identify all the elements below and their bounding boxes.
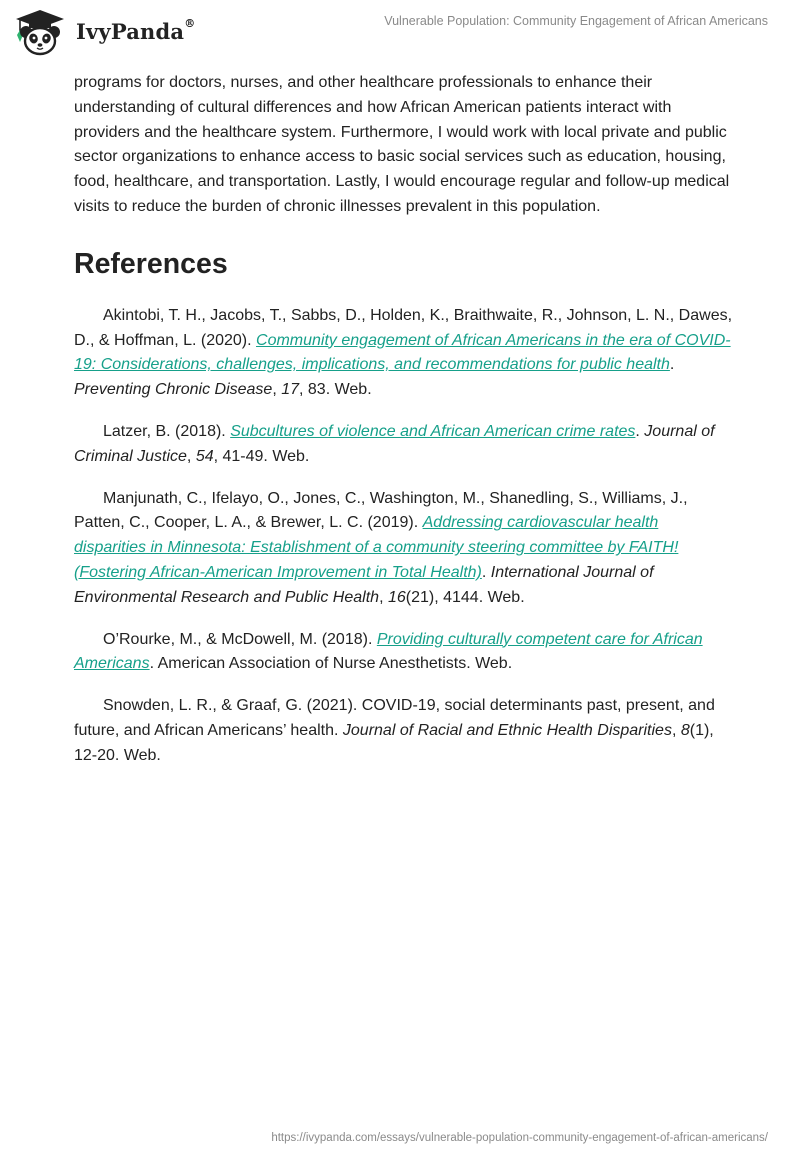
reference-punctuation: , xyxy=(272,381,282,399)
reference-item xyxy=(74,304,734,403)
reference-link[interactable]: Community engagement of African Americans in the era of COVID-19: Considerations, challenges, implications, and recommendations for public health xyxy=(74,331,731,374)
reference-punctuation: . xyxy=(635,422,645,440)
document-body xyxy=(74,71,734,786)
reference-link[interactable]: Addressing cardiovascular health disparities in Minnesota: Establishment of a community steering committee by FAITH! (Fostering African-American Improvement in Total Health) xyxy=(74,514,679,581)
reference-punctuation: , xyxy=(186,447,196,465)
reference-item xyxy=(74,487,734,611)
reference-volume: 54 xyxy=(195,447,214,465)
reference-punctuation: . xyxy=(149,655,155,673)
ivypanda-logo[interactable] xyxy=(14,8,194,58)
reference-authors: O’Rourke, M., & McDowell, M. (2018). xyxy=(103,630,377,648)
reference-punctuation: , xyxy=(379,588,388,606)
reference-journal: Preventing Chronic Disease xyxy=(74,381,273,399)
reference-item xyxy=(74,628,734,678)
reference-details: (21), 4144. Web. xyxy=(405,588,525,606)
reference-details: , 41-49. Web. xyxy=(213,447,310,465)
reference-punctuation: . xyxy=(481,563,491,581)
reference-journal: Journal of Racial and Ethnic Health Disparities xyxy=(342,721,672,739)
reference-item xyxy=(74,694,734,768)
reference-details: American Association of Nurse Anesthetists. Web. xyxy=(154,655,513,673)
reference-item xyxy=(74,420,734,470)
document-title: Vulnerable Population: Community Engagement of African Americans xyxy=(384,14,768,28)
reference-journal: Journal of Criminal Justice xyxy=(74,422,715,465)
references-heading: References xyxy=(74,247,228,280)
reference-authors: Manjunath, C., Ifelayo, O., Jones, C., Washington, M., Shanedling, S., Williams, J., Patten, C., Cooper, L. A., & Brewer, L. C. (2019). xyxy=(74,489,688,532)
reference-link[interactable]: Providing culturally competent care for African Americans xyxy=(74,630,703,673)
body-paragraph: programs for doctors, nurses, and other healthcare professionals to enhance their understanding of cultural differences and how African American patients interact with providers and the healthcare system. Furthermore, I would work with local private and public sector organizations to enhance access to basic social services such as education, housing, food, healthcare, and transportation. Lastly, I would encourage regular and follow-up medical visits to reduce the burden of chronic illnesses prevalent in this population. xyxy=(74,74,730,215)
logo-wordmark: IvyPanda® xyxy=(76,17,196,44)
reference-volume: 8 xyxy=(680,721,690,739)
page-header xyxy=(0,0,800,70)
reference-volume: 17 xyxy=(281,381,300,399)
panda-graduate-icon xyxy=(14,8,66,58)
reference-details: , 83. Web. xyxy=(299,381,372,399)
reference-details: (1), 12-20. Web. xyxy=(74,721,714,764)
reference-authors: Latzer, B. (2018). xyxy=(103,422,231,440)
reference-punctuation: . xyxy=(669,356,675,374)
reference-journal: International Journal of Environmental Research and Public Health xyxy=(74,563,654,606)
source-url[interactable]: https://ivypanda.com/essays/vulnerable-population-community-engagement-of-african-americans/ xyxy=(271,1132,768,1144)
reference-link[interactable]: Subcultures of violence and African American crime rates xyxy=(230,422,636,440)
references-list xyxy=(74,304,734,769)
reference-volume: 16 xyxy=(387,588,406,606)
reference-punctuation: , xyxy=(671,721,681,739)
reference-authors: Snowden, L. R., & Graaf, G. (2021). COVID-19, social determinants past, present, and future, and African Americans’ health. xyxy=(74,697,715,739)
reference-authors: Akintobi, T. H., Jacobs, T., Sabbs, D., Holden, K., Braithwaite, R., Johnson, L. N., Dawes, D., & Hoffman, L. (2020). xyxy=(74,306,733,349)
